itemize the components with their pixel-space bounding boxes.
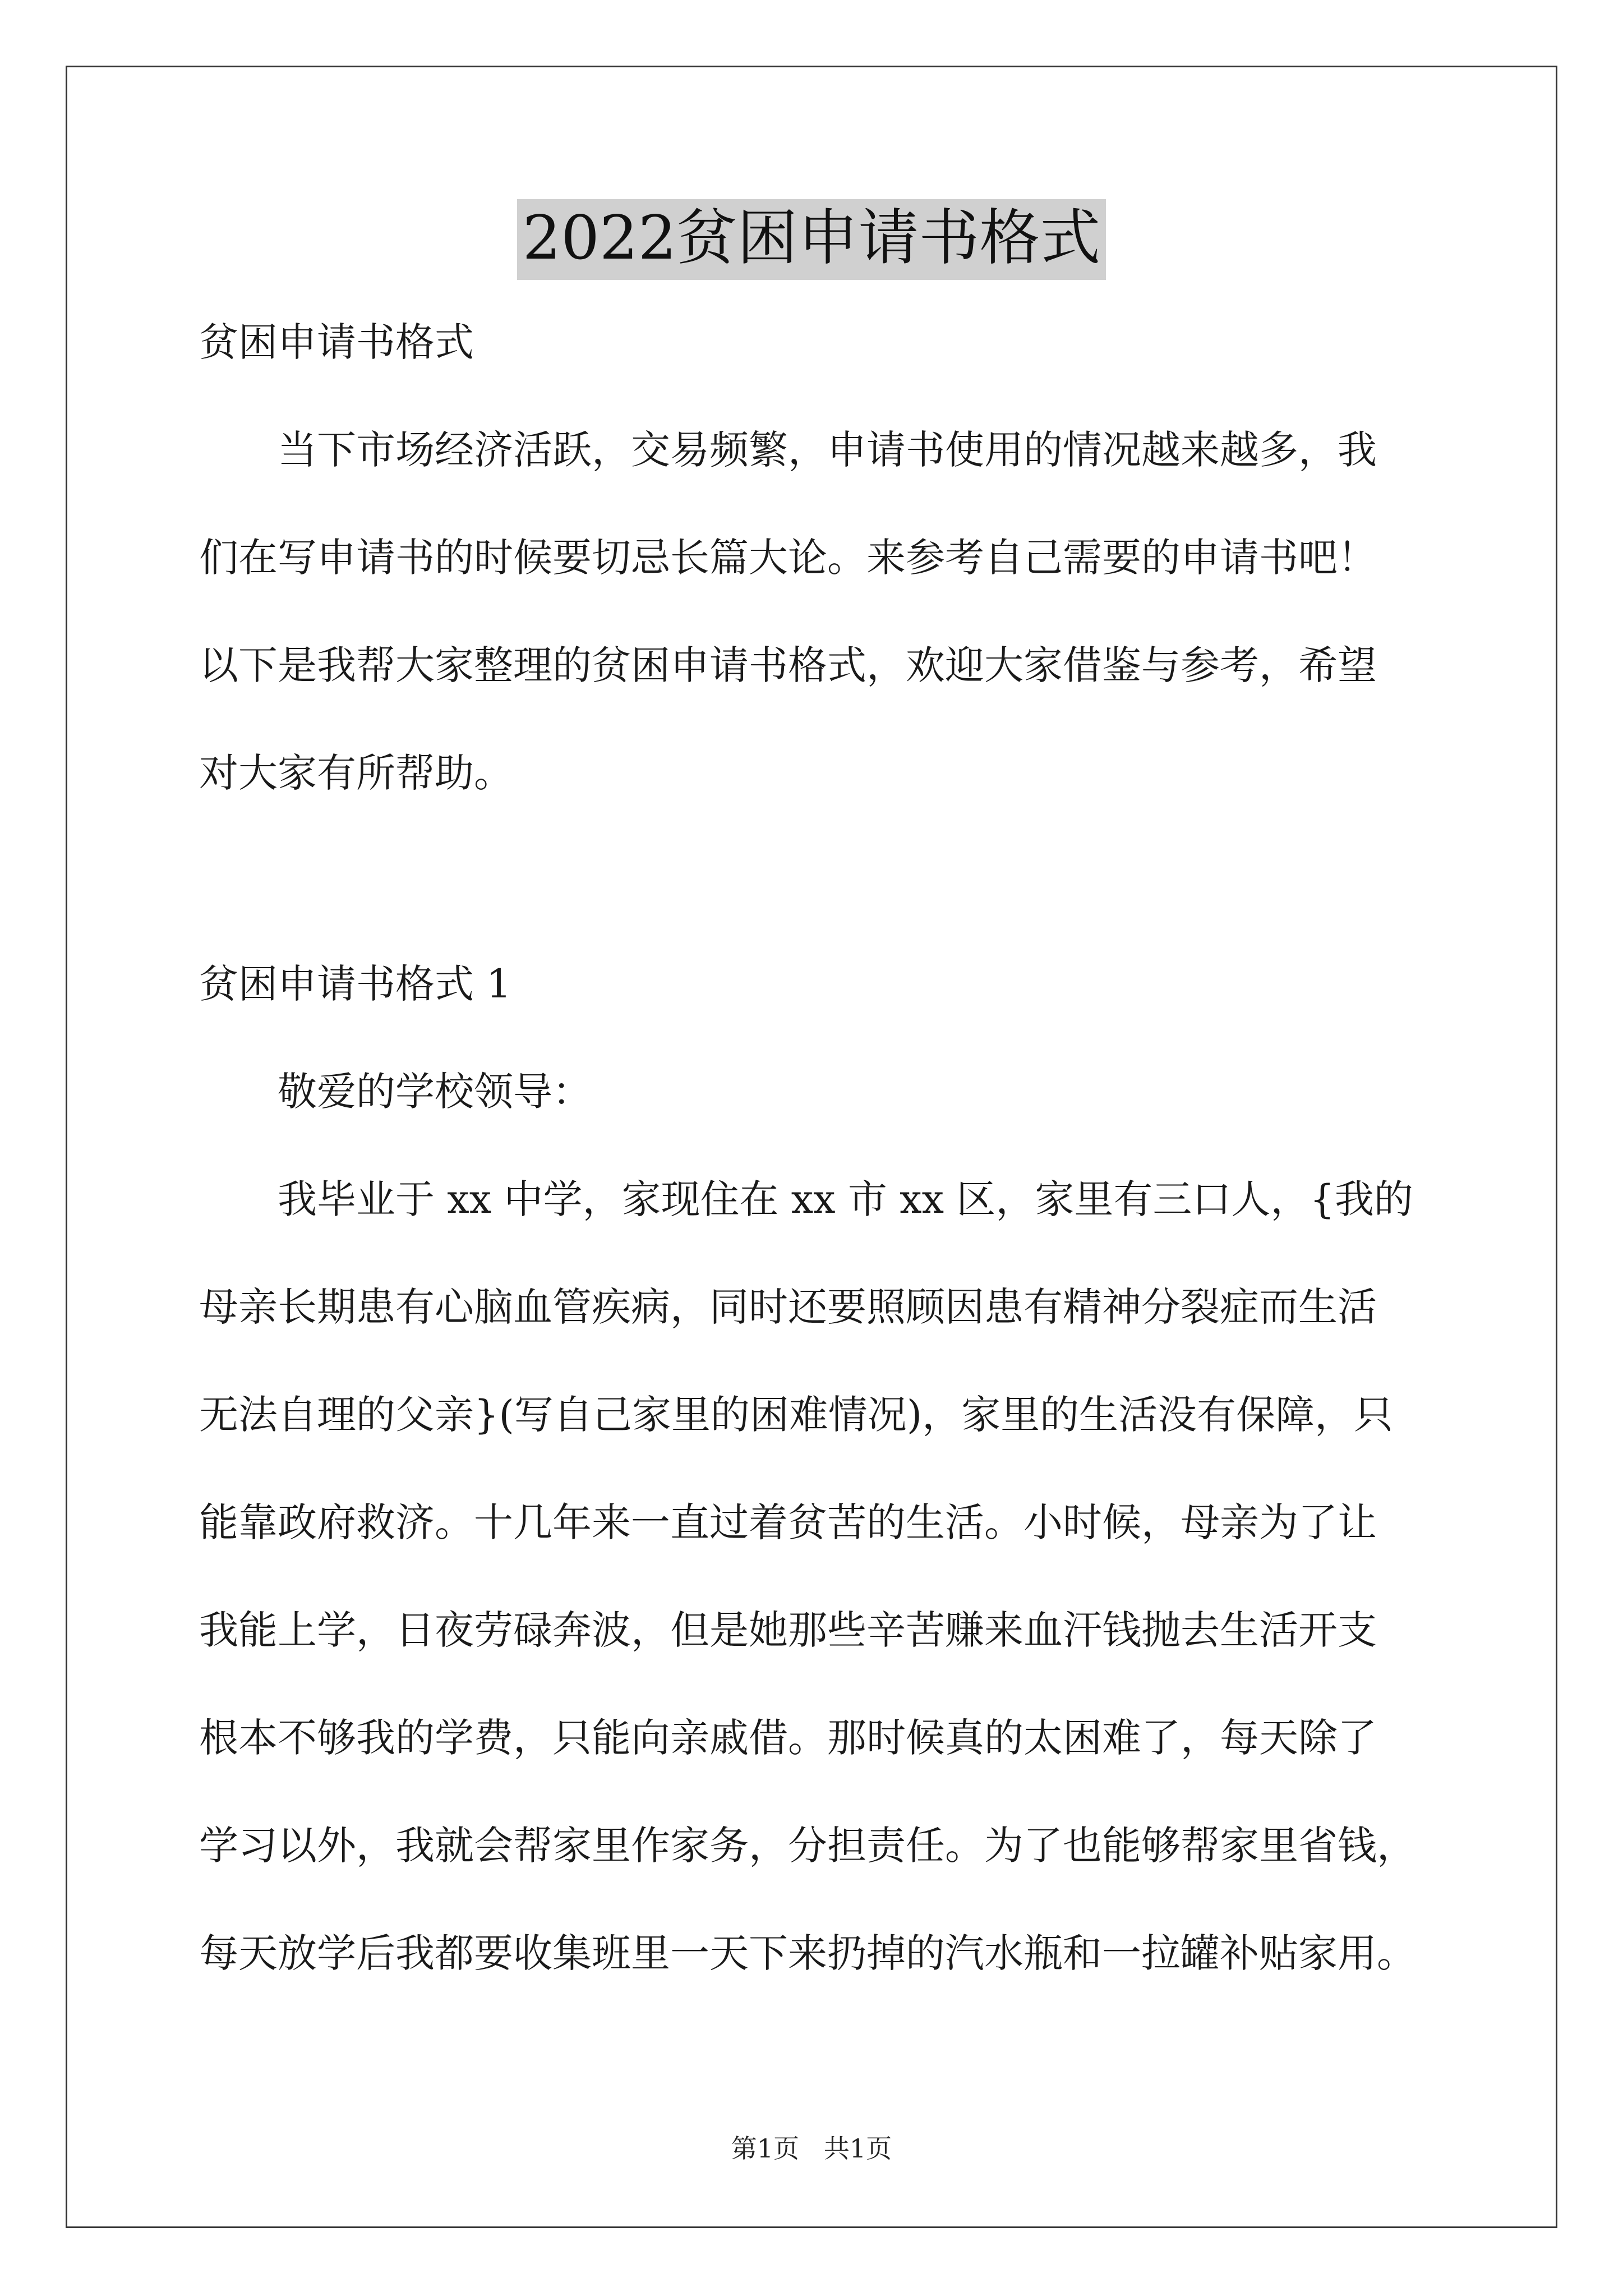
body-line: 无法自理的父亲}(写自己家里的困难情况)，家里的生活没有保障，只 bbox=[199, 1392, 1394, 1438]
intro-line: 对大家有所帮助。 bbox=[199, 750, 513, 796]
body-line: 学习以外，我就会帮家里作家务，分担责任。为了也能够帮家里省钱， bbox=[199, 1823, 1416, 1869]
document-title: 2022贫困申请书格式 bbox=[517, 199, 1106, 280]
body-line: 母亲长期患有心脑血管疾病，同时还要照顾因患有精神分裂症而生活 bbox=[199, 1284, 1377, 1330]
subtitle: 贫困申请书格式 bbox=[199, 319, 474, 365]
salutation: 敬爱的学校领导： bbox=[278, 1069, 592, 1115]
body-line: 能靠政府救济。十几年来一直过着贫苦的生活。小时候，母亲为了让 bbox=[199, 1499, 1377, 1545]
page-number-footer: 第1页 共1页 bbox=[731, 2133, 892, 2164]
paragraph-gap bbox=[199, 853, 1438, 956]
section-heading: 贫困申请书格式 1 bbox=[199, 961, 511, 1007]
body-line: 根本不够我的学费，只能向亲戚借。那时候真的太困难了，每天除了 bbox=[199, 1715, 1377, 1761]
body-line: 我能上学，日夜劳碌奔波，但是她那些辛苦赚来血汗钱抛去生活开支 bbox=[199, 1607, 1377, 1653]
title-container bbox=[0, 199, 1623, 280]
body-line: 我毕业于 xx 中学，家现住在 xx 市 xx 区，家里有三口人，{我的 bbox=[278, 1176, 1413, 1222]
intro-line: 们在写申请书的时候要切忌长篇大论。来参考自己需要的申请书吧！ bbox=[199, 535, 1377, 581]
intro-line: 当下市场经济活跃，交易频繁，申请书使用的情况越来越多，我 bbox=[278, 427, 1377, 473]
document-body bbox=[199, 314, 1438, 2033]
body-line: 每天放学后我都要收集班里一天下来扔掉的汽水瓶和一拉罐补贴家用。 bbox=[199, 1930, 1416, 1976]
intro-line: 以下是我帮大家整理的贫困申请书格式，欢迎大家借鉴与参考，希望 bbox=[199, 642, 1377, 688]
